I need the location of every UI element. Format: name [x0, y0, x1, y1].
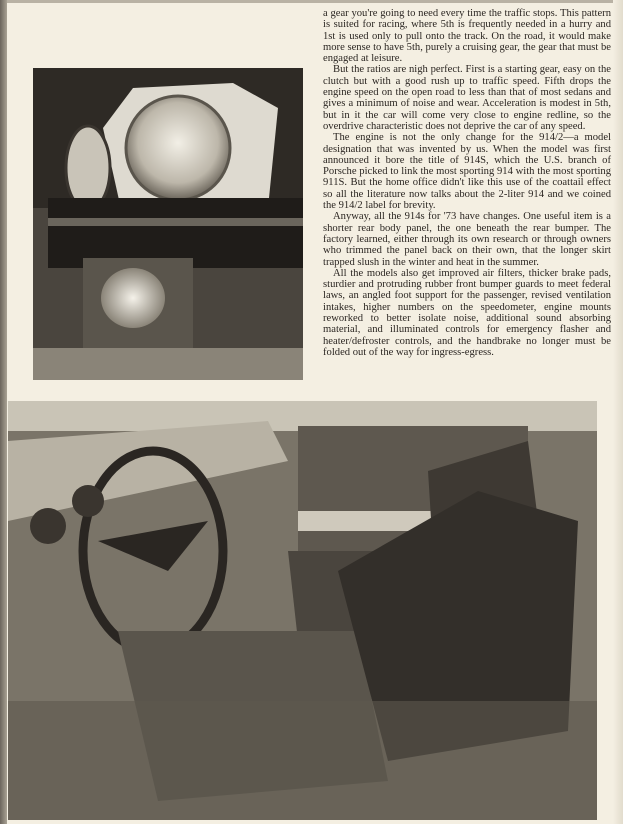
- article-paragraph: The engine is not the only change for the 914/2—a model designation that was invented by us. When the model was first announced it bore the title of 914S, which the U.S. branch of Porsche picked to link the most sporting 914 with the most sporting 911S. But the home office didn't like this use of the coattail effect so all the literature now talks about the 2-liter 914 and we coined the 914/2 label for brevity.: [323, 132, 611, 212]
- article-paragraph: But the ratios are nigh perfect. First is a starting gear, easy on the clutch but with a good rush up to traffic speed. Fifth drops the engine speed on the open road to less than that of most sedans and gives a minimum of noise and wear. Acceleration is modest in 5th, but in it the car will come very close to engine redline, so the overdrive characteristic does not deprive the car of any speed.: [323, 64, 611, 132]
- photo-interior-seats: [8, 401, 597, 820]
- photo-headlight: [33, 68, 303, 380]
- page-top-edge: [0, 0, 623, 3]
- page-binding-shadow: [0, 0, 7, 824]
- page-right-edge: [613, 0, 623, 824]
- article-paragraph: All the models also get improved air filters, thicker brake pads, sturdier and protruding rubber front bumper guards to meet federal laws, an angled foot support for the passenger, revised ventilation intakes, higher numbers on the speedometer, engine mounts reworked to better isolate noise, additional sound absorbing material, and illuminated controls for emergency flasher and heater/defroster controls, and the handbrake no longer must be folded out of the way for ingress-egress.: [323, 267, 611, 358]
- article-paragraph: Anyway, all the 914s for '73 have changes. One useful item is a shorter rear body panel, the one beneath the rear bumper. The factory learned, either through its own research or through owners who trimmed the panel back on their own, that the longer skirt trapped slush in the winter and heat in the summer.: [323, 211, 611, 268]
- article-paragraph: a gear you're going to need every time the traffic stops. This pattern is suited for racing, where 5th is frequently needed in a hurry and 1st is used only to pull onto the track. On the road, it would make more sense to have 5th, purely a cruising gear, the gear that must be engaged at leisure.: [323, 8, 611, 65]
- article-text-column: [323, 8, 611, 358]
